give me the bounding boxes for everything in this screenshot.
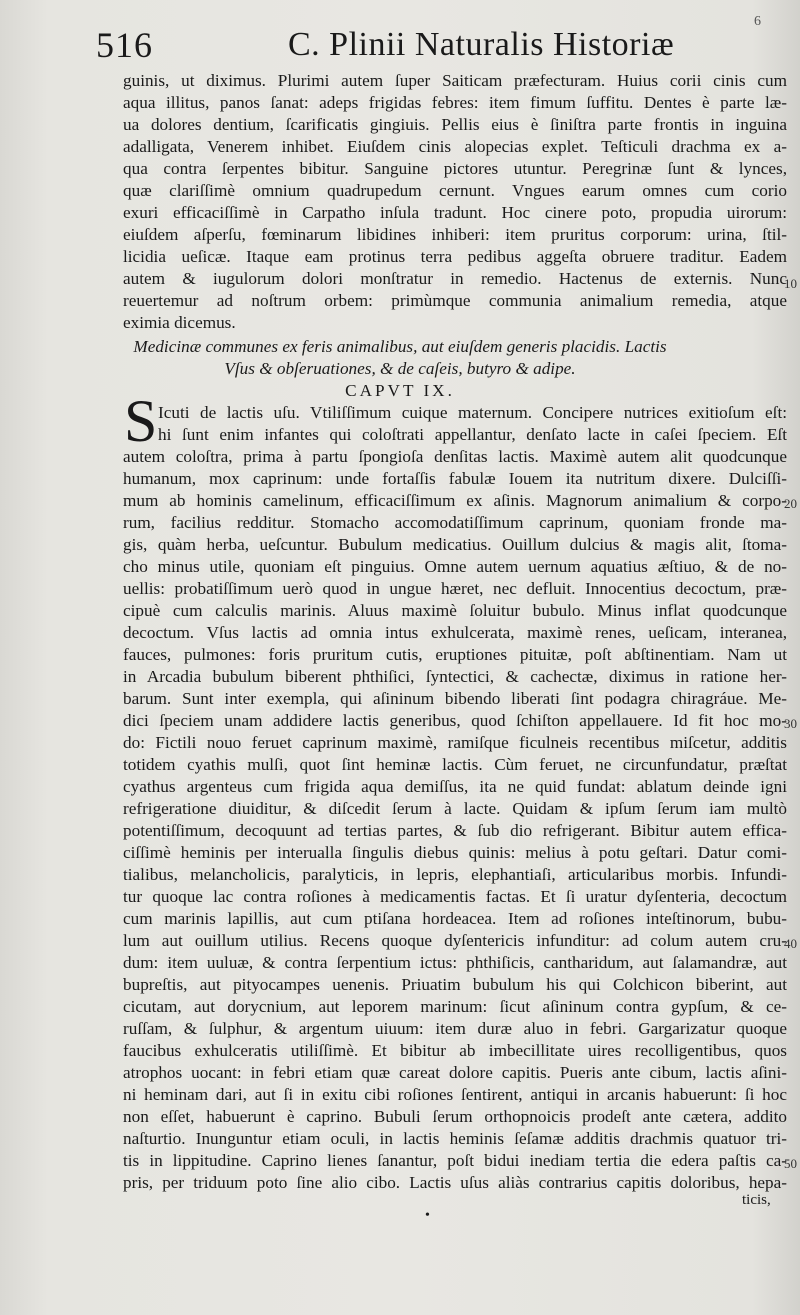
text-line: humanum, mox caprinum: unde fortaſſis fabulæ Iouem ita nutritum dixere. Dulciſſi- (123, 469, 787, 488)
drop-cap: S (124, 388, 158, 454)
text-line: Icuti de lactis uſu. Vtiliſſimum cuique maternum. Concipere nutrices exitioſum eſt: (158, 403, 787, 422)
text-line: gis, quàm herba, ueſcuntur. Bubulum medicatius. Ouillum dulcius & magis alit, ſtoma- (123, 535, 787, 554)
text-line: atrophos uocant: in febri etiam quæ careat dolore capitis. Pueris ante cibum, lactis aſini- (123, 1063, 787, 1082)
margin-line-number-40: 40 (784, 936, 797, 951)
text-line: autem coloſtra, prima à partu ſpongioſa denſitas lactis. Maximè autem alit quodcunque (123, 447, 787, 466)
text-line: do: Fictili nouo feruet caprinum maximè, ramiſque ficulneis recentibus miſcetur, additis (123, 733, 787, 752)
text-line: autem & iugulorum dolori monſtratur in remedio. Hactenus de externis. Nunc (123, 269, 787, 288)
text-line: bupreſtis, aut pityocampes uenenis. Priuatim bubulum his qui Colchicon biberint, aut (123, 975, 787, 994)
text-line: cyathus argenteus cum frigida aqua demiſſus, ita ne quid fundat: ablatum deinde igni (123, 777, 787, 796)
catchword: ticis, (742, 1192, 771, 1208)
text-line: refrigeratione diuiditur, & diſcedit ſerum à lacte. Quidam & ipſum ſerum iam multò (123, 799, 787, 818)
text-line: totidem cyathis mulſi, quot ſint heminæ lactis. Cùm feruet, ne circunfundatur, præſtat (123, 755, 787, 774)
text-line: guinis, ut diximus. Plurimi autem ſuper Saiticam præfecturam. Huius corii cinis cum (123, 71, 787, 90)
text-line: quæ clariſſimè omnium quadrupedum cernunt. Vngues earum omnes cum corio (123, 181, 787, 200)
rubric-line: Medicinæ communes ex feris animalibus, aut eiuſdem generis placidis. Lactis (133, 337, 667, 356)
text-line: ni heminam dari, aut ſi in exitu cibi roſiones ſentirent, antiqui in arcanis habuerunt: ſi hoc (123, 1085, 787, 1104)
text-line: eiuſdem aſperſu, fœminarum libidines inhiberi: item pruritus corporum: urina, ſtil- (123, 225, 787, 244)
text-line: licidia ueſicæ. Itaque eam protinus terra pedibus aggeſta obruere traditur. Eadem (123, 247, 787, 266)
text-line: uellis: probatiſſimum uerò quod in ungue hæret, nec defluit. Innocentius decoctum, præ- (123, 579, 787, 598)
chapter-heading: CAPVT IX. (345, 381, 455, 400)
text-line: tur quoque lac contra roſiones à medicamentis factas. Et ſi uratur dyſenteria, decoctum (123, 887, 787, 906)
text-line: faucibus exhulceratis utiliſſimè. Et bibitur ab imbecillitate uires recolligentibus, quos (123, 1041, 787, 1060)
text-line: cicutam, aut dorycnium, aut leporem marinum: ſicut aſininum contra gypſum, & ce- (123, 997, 787, 1016)
signature-dot: • (425, 1208, 430, 1223)
text-line: cum marinis lapillis, aut cum ptiſana hordeacea. Item ad roſiones inteſtinorum, bubu- (123, 909, 787, 928)
text-line: ruſſam, & ſulphur, & argentum uiuum: item duræ aluo in febri. Gargarizatur quoque (123, 1019, 787, 1038)
text-line: eximia dicemus. (123, 313, 236, 332)
page-number: 516 (96, 25, 153, 65)
text-line: decoctum. Vſus lactis ad omnia intus exhulcerata, maximè renes, ueſicam, interanea, (123, 623, 787, 642)
text-line: naſturtio. Inunguntur etiam oculi, in lactis heminis ſeſamæ additis drachmis quatuor tri- (123, 1129, 787, 1148)
text-line: cipuè cum calculis marinis. Aluus maximè ſoluitur bubulo. Minus inflat quodcunque (123, 601, 787, 620)
text-line: adalligata, Venerem inhibet. Eiuſdem cinis alopecias explet. Teſticuli drachma ex a- (123, 137, 787, 156)
text-line: tialibus, melancholicis, paralyticis, in lepris, elephantiaſi, articularibus morbis. Infundi- (123, 865, 787, 884)
text-line: non eſſet, habuerunt è caprino. Bubuli ſerum orthopnoicis prodeſt ante cætera, addito (123, 1107, 787, 1126)
text-line: cho minus utile, quoniam eſt pinguius. Omne autem uernum aquatius æſtiuo, & de no- (123, 557, 787, 576)
text-line: qua contra ſerpentes bibitur. Sanguine pictores utuntur. Peregrinæ ſunt & lynces, (123, 159, 787, 178)
margin-line-number-20: 20 (784, 496, 797, 511)
text-line: ciſſimè heminis per interualla ſingulis diebus quinis: melius à potu geſtari. Datur comi- (123, 843, 787, 862)
running-title: C. Plinii Naturalis Historiæ (288, 26, 675, 63)
text-line: barum. Sunt inter exempla, qui aſininum bibendo liberati ſint podagra chiragráue. Me- (123, 689, 787, 708)
text-line: ua dolores dentium, ſcarificatis gingiuis. Pellis eius è ſiniſtra parte frontis in inguina (123, 115, 787, 134)
text-line: potentiſſimum, decoquunt ad tertias partes, & ſub dio refrigerant. Bibitur autem effica- (123, 821, 787, 840)
text-line: reuertemur ad noſtrum orbem: primùmque communia animalium remedia, atque (123, 291, 787, 310)
text-line: aqua illitus, panos ſanat: adeps frigidas febres: item fimum ſuffitu. Dentes è parte læ- (123, 93, 787, 112)
rubric-line: Vſus & obſeruationes, & de caſeis, butyro & adipe. (224, 359, 576, 378)
margin-line-number-30: 30 (784, 716, 797, 731)
margin-line-number-10: 10 (784, 276, 797, 291)
text-line: dici ſpeciem unam addidere lactis generibus, quod ſchiſton appellauere. Id fit hoc mo- (123, 711, 787, 730)
text-line: in Arcadia bubulum biberent phthiſici, ſyntectici, & cachectæ, diximus in ratione her- (123, 667, 787, 686)
margin-line-number-50: 50 (784, 1156, 797, 1171)
text-line: lum aut ouillum utilius. Recens quoque dyſentericis infunditur: ad colum autem cru- (123, 931, 787, 950)
text-line: hi ſunt enim infantes qui coloſtrati appellantur, denſato lacte in caſei ſpeciem. Eſt (158, 425, 787, 444)
text-line: mum ab hominis camelinum, efficaciſſimum ex aſinis. Magnorum animalium & corpo- (123, 491, 787, 510)
text-line: exuri efficaciſſimè in Carpatho inſula tradunt. Hoc cinere poto, propudia uirorum: (123, 203, 787, 222)
text-line: dum: item uuluæ, & contra ſerpentium ictus: phthiſicis, cantharidum, aut ſalamandræ, aut (123, 953, 787, 972)
text-line: fauces, pulmones: foris pruritum cutis, eruptiones pituitæ, poſt abſtinentiam. Nam ut (123, 645, 787, 664)
text-line: pris, per triduum poto ſine alio cibo. Lactis uſus aliàs contrarius capitis doloribus, hepa- (123, 1173, 787, 1192)
text-line: rum, facilius redditur. Stomacho accomodatiſſimum caprinum, quoniam fronde ma- (123, 513, 787, 532)
corner-mark: 6 (754, 14, 761, 29)
text-line: tis in lippitudine. Caprino lienes ſanantur, poſt bidui inediam tertia die edera paſtis ca- (123, 1151, 787, 1170)
